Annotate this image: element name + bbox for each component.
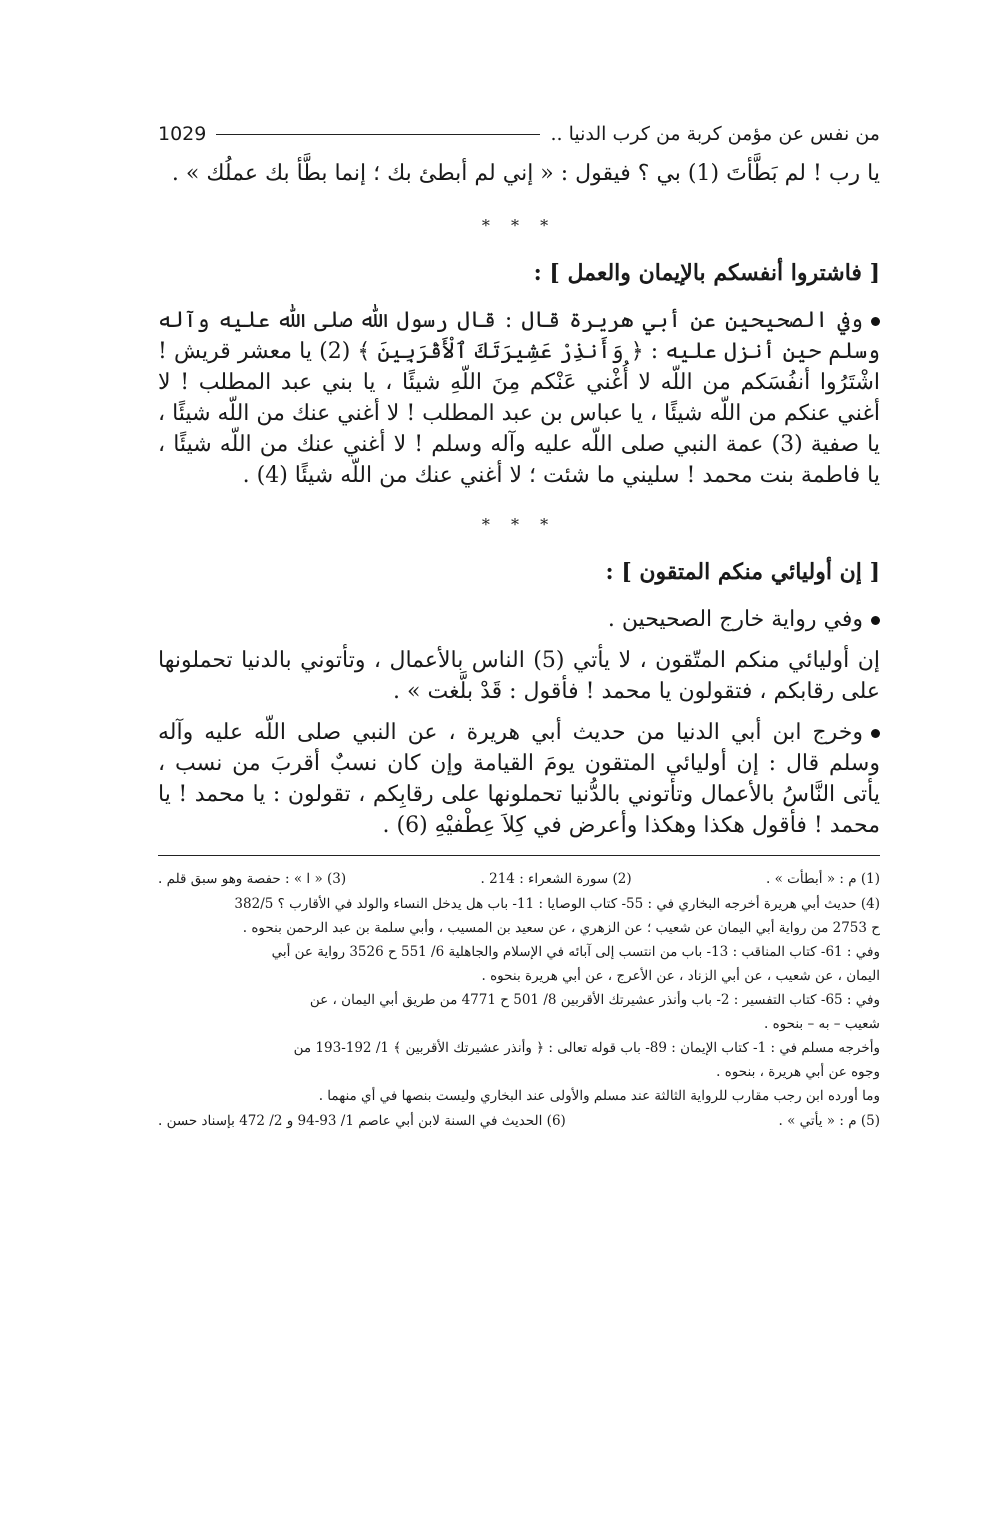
footnote-row bbox=[158, 866, 880, 892]
bullet-icon bbox=[871, 729, 880, 738]
footnote-line: وجوه عن أبي هريرة ، بنحوه . bbox=[716, 1064, 880, 1080]
footnote-5: (5) م : « يأتي » . bbox=[778, 1113, 880, 1129]
running-header bbox=[158, 118, 880, 150]
footnote-line: (4) حديث أبي هريرة أخرجه البخاري في : 55- كتاب الوصايا : 11- باب هل يدخل النساء والولد في الأقارب ؟ 382/5 bbox=[234, 896, 880, 912]
footnote-1: (1) م : « أبطأت » . bbox=[765, 871, 880, 887]
book-page bbox=[158, 118, 880, 1134]
footnote-line: وفي : 61- كتاب المناقب : 13- باب من انتسب إلى آبائه في الإسلام والجاهلية 6/ 551 ح 3526 رواية عن أبي bbox=[271, 944, 880, 960]
footnote-line: اليمان ، عن شعيب ، عن أبي الزناد ، عن الأعرج ، عن أبي هريرة بنحوه . bbox=[481, 968, 880, 984]
header-rule bbox=[216, 134, 540, 135]
paragraph-3 bbox=[158, 717, 880, 841]
footnote-6: (6) الحديث في السنة لابن أبي عاصم 1/ 93-94 و 2/ 472 بإسناد حسن . bbox=[158, 1113, 566, 1129]
bullet-line bbox=[158, 604, 880, 635]
section-separator: * * * bbox=[481, 216, 557, 235]
footnote-line: وأخرجه مسلم في : 1- كتاب الإيمان : 89- باب قوله تعالى : ﴿ وأنذر عشيرتك الأقربين ﴾ 1/ 192-193 من bbox=[293, 1040, 880, 1056]
footnote-line: شعيب – به – بنحوه . bbox=[764, 1016, 880, 1032]
footnote-rule bbox=[158, 855, 880, 856]
paragraph-3-text: وخرج ابن أبي الدنيا من حديث أبي هريرة ، عن النبي صلى اللّه عليه وآله وسلم قال : إن أوليائي المتقون يومَ القيامة وإن كان نسبٌ أقربَ من نسب ، يأتى النَّاسُ بالأعمال وتأتوني بالدُّنيا تحملونها على رقابِكم ، تقولون : يا محمد ! يا محمد ! فأقول هكذا وهكذا وأعرض في كِلاَ عِطْفيْهِ (6) . bbox=[158, 720, 880, 838]
footnote-line: ح 2753 من رواية أبي اليمان عن شعيب ؛ عن الزهري ، عن سعيد بن المسيب ، وأبي سلمة بن عبد الرحمن بنحوه . bbox=[242, 920, 880, 936]
opening-line: يا رب ! لم بَطَّأتَ (1) بي ؟ فيقول : « إني لم أبطئ بك ؛ إنما بطَّأ بك عملُك » . bbox=[171, 161, 880, 186]
header-title: من نفس عن مؤمن كربة من كرب الدنيا .. bbox=[550, 123, 880, 145]
bullet-icon bbox=[871, 616, 880, 625]
paragraph-2: إن أوليائي منكم المتّقون ، لا يأتي (5) الناس بالأعمال ، وتأتوني بالدنيا تحملونها على رقابكم ، فتقولون يا محمد ! فأقول : قَدْ بلَّغت » . bbox=[158, 648, 880, 704]
section-heading-1: [ فاشتروا أنفسكم بالإيمان والعمل ] : bbox=[533, 260, 880, 286]
footnote-2: (2) سورة الشعراء : 214 . bbox=[480, 871, 632, 887]
footnote-row bbox=[158, 1108, 880, 1134]
page-number: 1029 bbox=[158, 123, 207, 145]
section-heading-2: [ إن أوليائي منكم المتقون ] : bbox=[605, 559, 880, 585]
bullet-icon bbox=[871, 317, 880, 326]
paragraph-1-text: وفي الصحيحين عن أبي هريرة قال : قال رسول اللّٰه صلى اللّٰه عليه وآله وسلم حين أنزل عليه : ﴿ وَأَنذِرْ عَشِيرَتَكَ ٱلْأَقْرَبِينَ ﴾ (2) يا معشر قريش ! اشْتَرُوا أنفُسَكم من اللّه لا أُغْني عَنْكم مِنَ اللّهِ شيئًا ، يا بني عبد المطلب ! لا أغني عنكم من اللّه شيئًا ، يا عباس بن عبد المطلب ! لا أغني عنك من اللّه شيئًا ، يا صفية (3) عمة النبي صلى اللّه عليه وآله وسلم ! لا أغني عنك من اللّه شيئًا ، يا فاطمة بنت محمد ! سليني ما شئت ؛ لا أغني عنك من اللّه شيئًا (4) . bbox=[158, 308, 880, 488]
footnote-3: (3) « ا » : حفصة وهو سبق قلم . bbox=[158, 871, 347, 887]
section-separator: * * * bbox=[481, 515, 557, 534]
footnote-line: وما أورده ابن رجب مقارب للرواية الثالثة عند مسلم والأولى عند البخاري وليست بنصها في أي منهما . bbox=[318, 1088, 880, 1104]
paragraph-1 bbox=[158, 305, 880, 491]
footnote-line: وفي : 65- كتاب التفسير : 2- باب وأنذر عشيرتك الأقربين 8/ 501 ح 4771 من طريق أبي اليمان ، عن bbox=[309, 992, 880, 1008]
bullet-line-text: وفي رواية خارج الصحيحين . bbox=[607, 607, 863, 632]
